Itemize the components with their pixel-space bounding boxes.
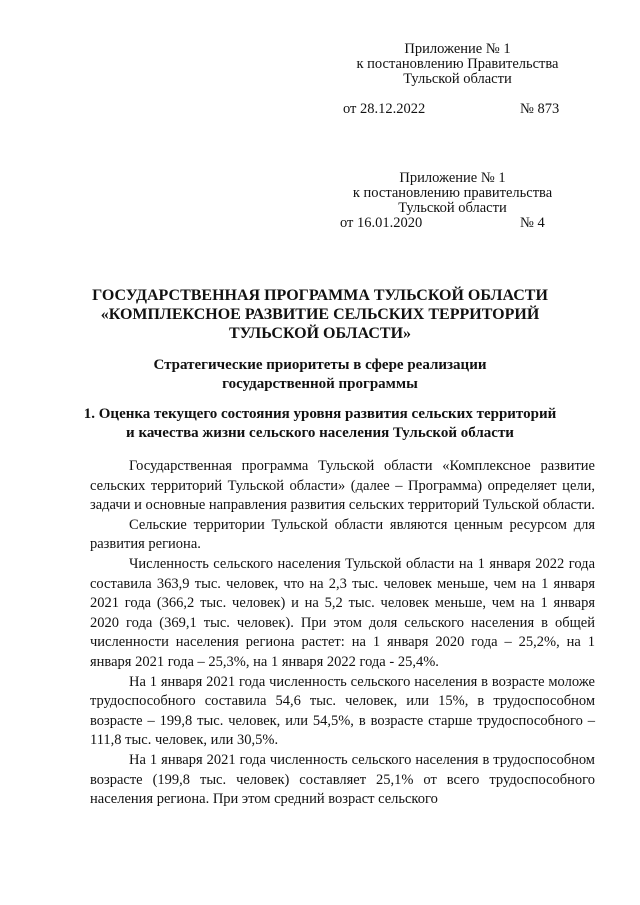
document-title bbox=[60, 286, 580, 343]
appendix-original-text bbox=[320, 171, 585, 216]
appendix-region-line: Тульской области bbox=[403, 71, 512, 87]
appendix-resolution-line: к постановлению Правительства bbox=[356, 56, 559, 72]
appendix-current-text bbox=[320, 42, 595, 87]
appendix-original-date: от 16.01.2020 bbox=[340, 215, 423, 231]
section-heading-line: 1. Оценка текущего состояния уровня развития сельских территорий bbox=[83, 406, 557, 422]
paragraph: На 1 января 2021 года численность сельского населения в трудоспособном возрасте (199,8 тыс. человек) составляет 25,1% от всего трудоспособного населения региона. При этом средний возраст сельского bbox=[90, 751, 595, 808]
section-heading-line: и качества жизни сельского населения Тульской области bbox=[126, 425, 514, 441]
paragraph: Численность сельского населения Тульской области на 1 января 2022 года составила 363,9 тыс. человек, что на 2,3 тыс. человек меньше, чем на 1 января 2021 года (366,2 тыс. человек) и на 5,2 тыс. человек меньше, чем на 1 января 2020 года (369,1 тыс. человек). При этом доля сельского населения в общей численности населения региона растет: на 1 января 2020 года – 25,2%, на 1 января 2021 года – 25,3%, на 1 января 2022 года - 25,4%. bbox=[90, 555, 595, 670]
appendix-label: Приложение № 1 bbox=[399, 170, 506, 186]
appendix-current-date: от 28.12.2022 bbox=[343, 101, 426, 117]
paragraph: Государственная программа Тульской области «Комплексное развитие сельских территорий Тульской области» (далее – Программа) определяет цели, задачи и основные направления развития сельских территорий Тульской области. bbox=[90, 458, 595, 514]
section-subtitle bbox=[60, 356, 580, 394]
subtitle-line: Стратегические приоритеты в сфере реализации bbox=[153, 357, 487, 373]
title-line: «КОМПЛЕКСНОЕ РАЗВИТИЕ СЕЛЬСКИХ ТЕРРИТОРИЙ bbox=[100, 306, 540, 323]
appendix-resolution-line: к постановлению правительства bbox=[352, 185, 553, 201]
paragraph: Сельские территории Тульской области являются ценным ресурсом для развития региона. bbox=[90, 516, 595, 553]
section-heading bbox=[60, 405, 580, 443]
appendix-current-number: № 873 bbox=[520, 101, 560, 117]
appendix-label: Приложение № 1 bbox=[404, 41, 511, 57]
appendix-region-line: Тульской области bbox=[398, 200, 507, 216]
appendix-original-number: № 4 bbox=[520, 215, 545, 231]
document-body bbox=[90, 457, 595, 810]
title-line: ГОСУДАРСТВЕННАЯ ПРОГРАММА ТУЛЬСКОЙ ОБЛАСТИ bbox=[92, 287, 548, 304]
paragraph: На 1 января 2021 года численность сельского населения в возрасте моложе трудоспособного составила 54,6 тыс. человек, или 15%, в трудоспособном возрасте – 199,8 тыс. человек, или 54,5%, в возрасте старше трудоспособного – 111,8 тыс. человек, или 30,5%. bbox=[90, 673, 595, 749]
subtitle-line: государственной программы bbox=[222, 376, 418, 392]
title-line: ТУЛЬСКОЙ ОБЛАСТИ» bbox=[228, 325, 412, 342]
